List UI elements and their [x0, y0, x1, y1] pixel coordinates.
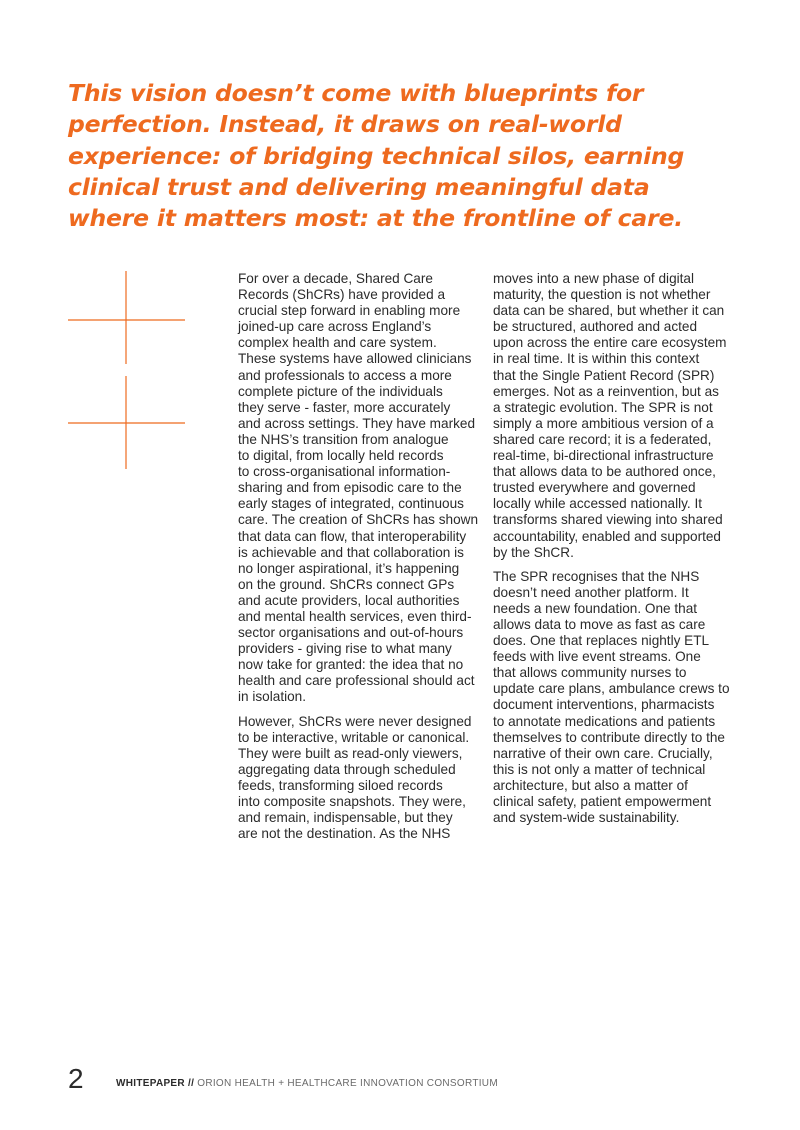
- paragraph-line: a strategic evolution. The SPR is not: [493, 399, 713, 415]
- paragraph-line: moves into a new phase of digital: [493, 271, 695, 286]
- paragraph-line: These systems have allowed clinicians: [238, 351, 472, 367]
- paragraph-line: and professionals to access a more: [238, 367, 452, 383]
- paragraph-line: now take for granted: the idea that no: [238, 657, 464, 673]
- paragraph-line: that allows data to be authored once,: [493, 464, 716, 480]
- paragraph-line: simply a more ambitious version of a: [493, 415, 714, 431]
- body-column-left: [238, 271, 488, 850]
- paragraph-line: the NHS’s transition from analogue: [238, 431, 449, 447]
- paragraph-line: Records (ShCRs) have provided a: [238, 287, 446, 303]
- paragraph-line: trusted everywhere and governed: [493, 480, 696, 496]
- paragraph-line: into composite snapshots. They were,: [238, 794, 466, 809]
- paragraph-spr-emergence: [493, 271, 743, 561]
- paragraph-spr-foundation: [493, 569, 743, 827]
- pull-quote-line: This vision doesn’t come with blueprints for: [68, 79, 644, 107]
- paragraph-line: and system-wide sustainability.: [493, 810, 680, 826]
- paragraph-line: The SPR recognises that the NHS: [493, 568, 700, 584]
- paragraph-line: no longer aspirational, it’s happening: [238, 560, 460, 576]
- paragraph-line: accountability, enabled and supported: [493, 528, 721, 544]
- paragraph-line: themselves to contribute directly to the: [493, 729, 725, 745]
- paragraph-line: For over a decade, Shared Care: [238, 271, 433, 286]
- paragraph-line: to digital, from locally held records: [238, 448, 444, 464]
- paragraph-line: are not the destination. As the NHS: [238, 826, 451, 842]
- paragraph-line: and across settings. They have marked: [238, 415, 476, 431]
- paragraph-line: to be interactive, writable or canonical.: [238, 729, 470, 745]
- paragraph-line: However, ShCRs were never designed: [238, 713, 472, 729]
- paragraph-shcr-history: [238, 271, 488, 706]
- paragraph-line: allows data to move as fast as care: [493, 616, 706, 632]
- paragraph-line: early stages of integrated, continuous: [238, 496, 464, 512]
- paragraph-line: complex health and care system.: [238, 335, 437, 351]
- paragraph-line: upon across the entire care ecosystem: [493, 335, 727, 351]
- paragraph-line: transforms shared viewing into shared: [493, 512, 723, 528]
- paragraph-line: feeds with live event streams. One: [493, 649, 701, 665]
- paragraph-line: complete picture of the individuals: [238, 383, 443, 399]
- paragraph-line: update care plans, ambulance crews to: [493, 681, 730, 697]
- paragraph-line: in real time. It is within this context: [493, 351, 700, 367]
- paragraph-line: emerges. Not as a reinvention, but as: [493, 383, 719, 399]
- crosshair-ornament-icon: [68, 271, 186, 471]
- paragraph-line: joined-up care across England’s: [238, 319, 432, 335]
- paragraph-line: data can be shared, but whether it can: [493, 303, 725, 319]
- paragraph-line: in isolation.: [238, 689, 307, 705]
- paragraph-line: by the ShCR.: [493, 544, 574, 560]
- pull-quote-line: perfection. Instead, it draws on real-world: [68, 110, 622, 139]
- pull-quote-line: where it matters most: at the frontline of care.: [68, 204, 683, 233]
- paragraph-line: doesn’t need another platform. It: [493, 584, 689, 600]
- paragraph-line: that the Single Patient Record (SPR): [493, 367, 715, 383]
- paragraph-line: document interventions, pharmacists: [493, 697, 715, 713]
- paragraph-line: sharing and from episodic care to the: [238, 480, 462, 496]
- paragraph-line: feeds, transforming siloed records: [238, 777, 443, 793]
- paragraph-line: crucial step forward in enabling more: [238, 303, 461, 319]
- paragraph-line: narrative of their own care. Crucially,: [493, 745, 713, 761]
- paragraph-line: shared care record; it is a federated,: [493, 431, 712, 447]
- paragraph-line: sector organisations and out-of-hours: [238, 625, 464, 641]
- paragraph-line: locally while accessed nationally. It: [493, 496, 703, 512]
- paragraph-line: to cross-organisational information-: [238, 464, 451, 480]
- pull-quote: [68, 78, 685, 234]
- paragraph-line: they serve - faster, more accurately: [238, 399, 451, 415]
- body-column-right: [493, 271, 743, 834]
- footer-caption: [116, 1078, 498, 1089]
- page-number: 2: [68, 1063, 84, 1094]
- footer-publisher: ORION HEALTH + HEALTHCARE INNOVATION CONSORTIUM: [194, 1078, 498, 1089]
- pull-quote-line: clinical trust and delivering meaningful data: [68, 172, 650, 201]
- paragraph-line: to annotate medications and patients: [493, 713, 716, 729]
- paragraph-line: maturity, the question is not whether: [493, 287, 711, 303]
- paragraph-line: that allows community nurses to: [493, 665, 687, 681]
- paragraph-line: needs a new foundation. One that: [493, 600, 698, 616]
- pull-quote-line: experience: of bridging technical silos, earning: [68, 141, 685, 170]
- paragraph-line: and mental health services, even third-: [238, 608, 472, 624]
- paragraph-line: this is not only a matter of technical: [493, 761, 706, 777]
- paragraph-line: be structured, authored and acted: [493, 319, 698, 335]
- paragraph-line: and remain, indispensable, but they: [238, 810, 453, 826]
- paragraph-line: They were built as read-only viewers,: [238, 745, 463, 761]
- paragraph-line: does. One that replaces nightly ETL: [493, 633, 710, 649]
- paragraph-line: is achievable and that collaboration is: [238, 544, 464, 560]
- paragraph-shcr-limitations: [238, 714, 488, 843]
- footer-label: WHITEPAPER //: [116, 1078, 195, 1089]
- paragraph-line: real-time, bi-directional infrastructure: [493, 448, 714, 464]
- paragraph-line: providers - giving rise to what many: [238, 641, 452, 657]
- paragraph-line: clinical safety, patient empowerment: [493, 794, 712, 809]
- paragraph-line: that data can flow, that interoperability: [238, 528, 467, 544]
- paragraph-line: architecture, but also a matter of: [493, 777, 688, 793]
- paragraph-line: aggregating data through scheduled: [238, 761, 456, 777]
- paragraph-line: on the ground. ShCRs connect GPs: [238, 576, 455, 592]
- paragraph-line: care. The creation of ShCRs has shown: [238, 512, 479, 528]
- paragraph-line: health and care professional should act: [238, 673, 475, 689]
- paragraph-line: and acute providers, local authorities: [238, 592, 460, 608]
